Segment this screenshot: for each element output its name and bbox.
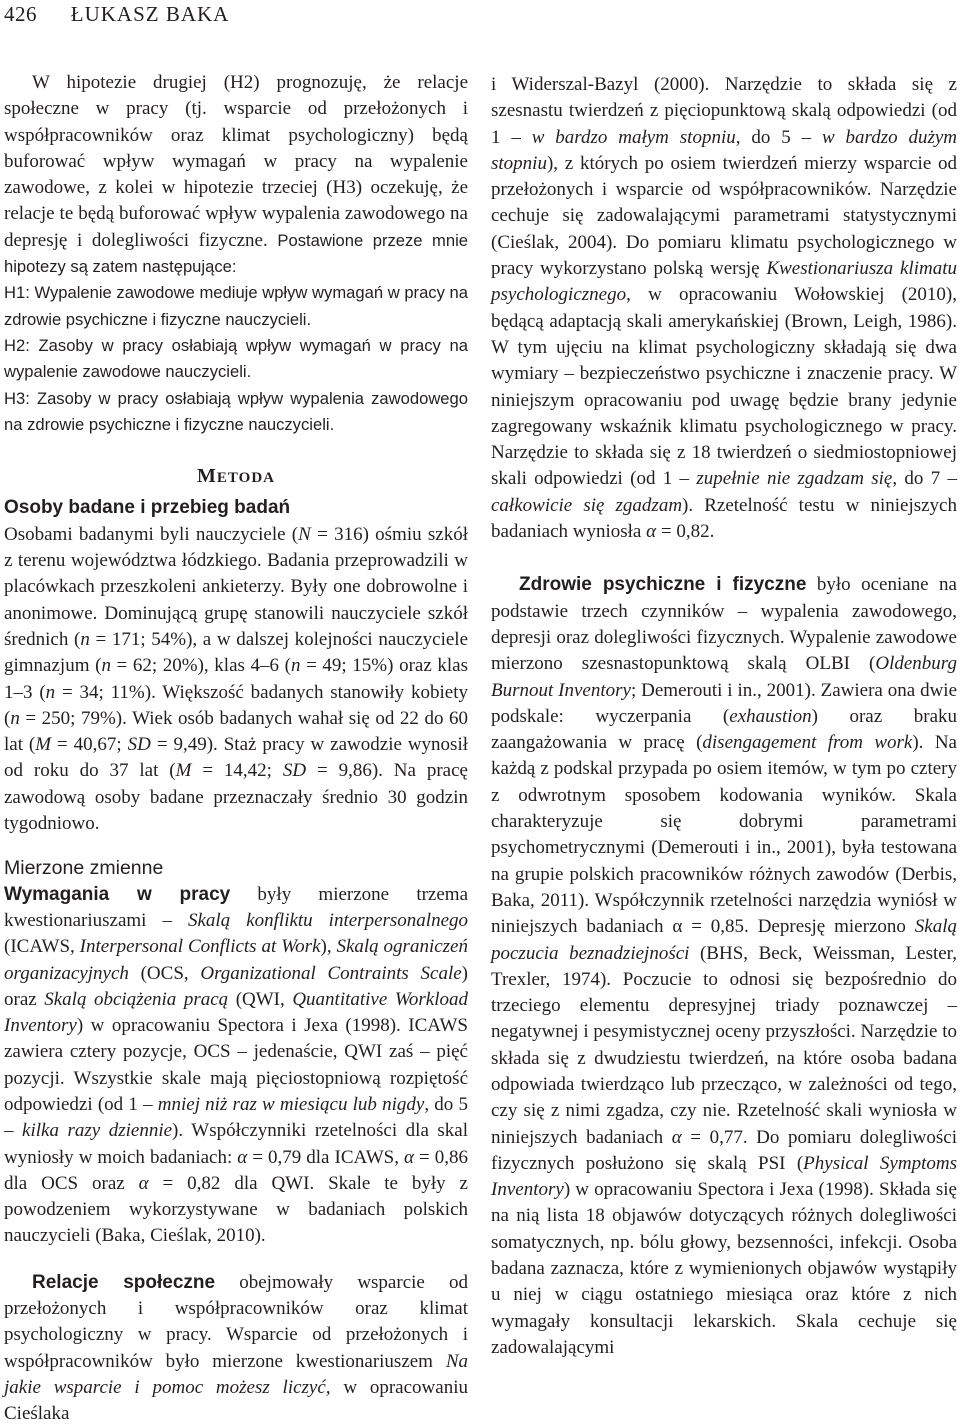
italic-text: Skalą ograniczeń organizacyjnych [4,936,468,984]
paragraph-text: ). Na każdą z podskal przypada po osiem itemów, w tym po cztery z odwrotnym sposobem kodowania wyników. Skala charakteryzuje się dobrymi parametrami psychometrycznymi (Demerouti i in., 2001), była testowana na grupie polskich pracowników różnych zawodów (Derbis, Baka, 2011). Współczynnik rzetelności narzędzia wyniósł w niniejszych badaniach α = 0,85. Depresję mierzono [491,732,957,938]
paragraph-text: = 49; 15%) oraz klas 1–3 ( [4,655,468,703]
italic-text: zupełnie nie zgadzam się [696,468,893,490]
paragraph-text: (ICAWS, [4,936,80,958]
work-demands-paragraph [4,882,468,1250]
paragraph-text: ) oraz braku zaangażowania w pracę ( [491,705,957,754]
italic-text: Skalą konfliktu interpersonalnego [187,909,469,931]
paragraph-text: = 0,77. Do pomiaru dolegliwości fizycznych posłużono się skalą PSI ( [491,1126,957,1174]
italic-text: Kwestionariusza klimatu psychologicznego [491,258,957,306]
subheading-variables: Mierzone zmienne [4,857,164,880]
italic-text: Organizational Contraints Scale [200,962,462,984]
italic-text: Na jakie wsparcie i pomoc możesz liczyć, [4,1350,468,1398]
paragraph-text: ), [320,936,337,958]
paragraph-text: ) w opracowaniu Spectora i Jexa (1998). Składa się na nią lista 18 objawów dotyczących różnych dolegliwości somatycznych, np. bólu głowy, bezsenności, infekcji. Osoba badana zaznacza, które z wymienionych objawów wystąpiły u niej w ciągu ostatniego miesiąca oraz które z nich wymagały konsultacji lekarskich. Skala cechuje się zadowalającymi [491,1179,957,1358]
paragraph-text: = 171; 54%), a w dalszej kolejności nauczyciele gimnazjum ( [4,628,468,677]
italic-text: Skalą poczucia beznadziejności [491,916,957,964]
italic-text: Skalą obciążenia pracą [44,988,229,1010]
italic-text: N [298,523,311,545]
italic-text: n [290,655,301,677]
subheading-participants: Osoby badane i przebieg badań [4,497,291,519]
paragraph-text: = 0,82 dla QWI. Skale te były z powodzeniem wykorzystywane w badaniach polskich nauczycieli (Baka, Cieślak, 2010). [4,1172,468,1247]
paragraph-text: = 62; 20%), klas 4–6 ( [110,655,291,677]
italic-text: SD [127,734,151,756]
paragraph-text: = 0,82. [656,521,715,543]
italic-text: Physical Symptoms Inventory [491,1152,957,1201]
paragraph-text: = 14,42; [191,760,283,782]
paragraph-text: Osobami badanymi byli nauczyciele ( [4,523,299,545]
bold-run-in-heading: Wymagania w pracy [4,883,231,905]
italic-text: n [45,681,56,703]
social-relations-paragraph [4,1270,468,1428]
left-column [4,70,468,1428]
paragraph-text: ). Rzetelność testu w niniejszych badaniach wyniosła [491,494,957,543]
paragraph-text: ) w opracowaniu Spectora i Jexa (1998). ICAWS zawiera cztery pozycje, OCS – jedenaście, QWI zaś – pięć pozycji. Wszystkie skale mają pięciostopniową rozpiętość odpowiedzi (od 1 – [4,1015,468,1115]
italic-text: n [10,707,20,729]
italic-text: Oldenburg Burnout Inventory [491,653,957,701]
hypothesis-intro-paragraph [4,70,468,280]
italic-text: disengagement from work [702,732,913,754]
hypothesis-h3: H3: Zasoby w pracy osłabiają wpływ wypalenia zawodowego na zdrowie psychiczne i fizyczne nauczycieli. [4,388,468,434]
hypothesis-h1: H1: Wypalenie zawodowe mediuje wpływ wymagań w pracy na zdrowie psychiczne i fizyczne nauczycieli. [4,283,468,329]
italic-text: w bardzo dużym stopniu [491,126,958,174]
paragraph-text: w opracowaniu Cieślaka [4,1376,468,1425]
italic-text: SD [282,760,307,782]
italic-text: mniej niż raz w miesiącu lub nigdy [157,1093,425,1115]
section-heading-metoda [4,463,468,491]
italic-text: α [138,1172,149,1194]
italic-text: n [101,655,111,677]
paragraph-text: = 316) ośmiu szkół z terenu województwa łódzkiego. Badania przeprowadzili w placówkach przeszkoleni ankieterzy. Były one dobrowolne i anonimowe. Dominującą grupę stanowili nauczyciele szkół średnich ( [4,523,468,650]
paragraph-text: było oceniane na podstawie trzech czynników – wypalenia zawodowego, depresji oraz dolegliwości fizycznych. Wypalenie zawodowe mierzono szesnastopunktową skalą OLBI ( [491,574,957,675]
italic-text: Interpersonal Conflicts at Work [79,936,321,958]
italic-text: Quantitative Workload Inventory [4,988,469,1037]
paragraph-text: = 0,79 dla ICAWS, [247,1146,404,1168]
paragraph-text: , do 7 – [892,468,957,490]
paragraph-text: = 9,86). Na pracę zawodową osoby badane przeznaczały średnio 30 godzin tygodniowo. [4,760,468,835]
italic-text: exhaustion [729,705,812,727]
paragraph-text: = 9,49). Staż pracy w zawodzie wynosił od roku do 37 lat ( [4,734,469,782]
italic-text: α [237,1146,248,1168]
paragraph-text: obejmowały wsparcie od przełożonych i współpracowników oraz klimat psychologiczny w pracy. Wsparcie od przełożonych i współpracowników było mierzone kwestionariuszem [4,1271,468,1372]
paragraph-text: ). Współczynniki rzetelności dla skal wyniosły w moich badaniach: [4,1120,469,1168]
paragraph-text: (QWI, [228,988,293,1010]
italic-text: w bardzo małym stopniu [531,126,736,148]
italic-text: α [671,1126,682,1148]
paragraph-text: Postawione przeze mnie hipotezy są zatem następujące: [4,230,469,277]
paragraph-text: , do 5 – [4,1093,468,1142]
bold-run-in-heading: Zdrowie psychiczne i fizyczne [519,574,807,596]
paragraph-text: ), z których po osiem twierdzeń mierzy wsparcie od przełożonych i wsparcie od współpracowników. Narzędzie cechuje się zadowalającymi parametrami statystycznymi (Cieślak, 2004). Do pomiaru klimatu psychologicznego w pracy wykorzystano polską wersję [491,152,957,280]
page-number: 426 [4,2,37,26]
paragraph-text: , do 5 – [735,126,822,148]
heading-text: ETODA [216,470,275,487]
paragraph-text: = 250; 79%). Wiek osób badanych wahał się od 22 do 60 lat ( [4,707,468,756]
paragraph-text: i Widerszal-Bazyl (2000). Narzędzie to składa się z szesnastu twierdzeń z pięciopunktową skalą odpowiedzi (od 1 – [491,74,957,148]
heading-text: M [197,465,217,488]
paragraph-text: , w opracowaniu Wołowskiej (2010), będącą adaptacją skali amerykańskiej (Brown, Leigh, 1986). W tym ujęciu na klimat psychologiczny składają się dwa wymiary – bezpieczeństwo psychiczne i znaczenie pracy. W niniejszym opracowaniu pod uwagę będzie brany jedynie zagregowany wskaźnik klimatu psychologicznego w pracy. Narzędzie to składa się z 18 twierdzeń o siedmiostopniowej skali odpowiedzi (od 1 – [491,284,957,490]
participants-paragraph [4,522,468,838]
running-author: ŁUKASZ BAKA [70,2,230,26]
italic-text: kilka razy dziennie [22,1120,173,1142]
paragraph-text: W hipotezie drugiej (H2) prognozuję, że relacje społeczne w pracy (tj. wsparcie od przełożonych i współpracowników oraz klimat psychologiczny) będą buforować wpływ wymagań w pracy na wypalenie zawodowe, z kolei w hipotezie trzeciej (H3) oczekuję, że relacje te będą buforować wpływ wypalenia zawodowego na depresję i dolegliwości fizyczne. [4,72,468,251]
support-climate-paragraph [491,72,957,545]
health-paragraph [491,572,957,1361]
paragraph-text: (BHS, Beck, Weissman, Lester, Trexler, 1974). Poczucie to odnosi się bezpośrednio do trzeciego elementu depresyjnej triady poznawczej – negatywnej i pesymistycznej oceny przyszłości. Narzędzie to składa się z dwudziestu twierdzeń, na które osoba badana odpowiada twierdząco lub przecząco, w zależności od tego, czy się z nimi zgadza, czy nie. Rzetelność skali wyniosła w niniejszych badaniach [491,942,957,1148]
paragraph-text: = 40,67; [51,734,128,756]
paragraph-text: (OCS, [128,962,201,984]
italic-text: M [175,760,192,782]
paragraph-text: ; Demerouti i in., 2001). Zawiera ona dwie podskale: wyczerpania ( [491,679,958,727]
right-column [491,72,957,1361]
italic-text: α [403,1146,414,1168]
italic-text: α [646,521,657,543]
paragraph-text: = 34; 11%). Większość badanych stanowiły kobiety ( [4,681,468,729]
hypothesis-h2: H2: Zasoby w pracy osłabiają wpływ wymagań w pracy na wypalenie zawodowe nauczycieli. [4,335,468,382]
italic-text: całkowicie się zgadzam [491,494,683,516]
running-header [4,2,229,27]
paragraph-text: ) oraz [4,962,468,1010]
paragraph-text: były mierzone trzema kwestionariuszami – [4,883,469,931]
italic-text: M [35,734,52,756]
bold-run-in-heading: Relacje społeczne [32,1271,216,1293]
paragraph-text: = 0,86 dla OCS oraz [4,1146,468,1194]
italic-text: n [80,628,90,650]
